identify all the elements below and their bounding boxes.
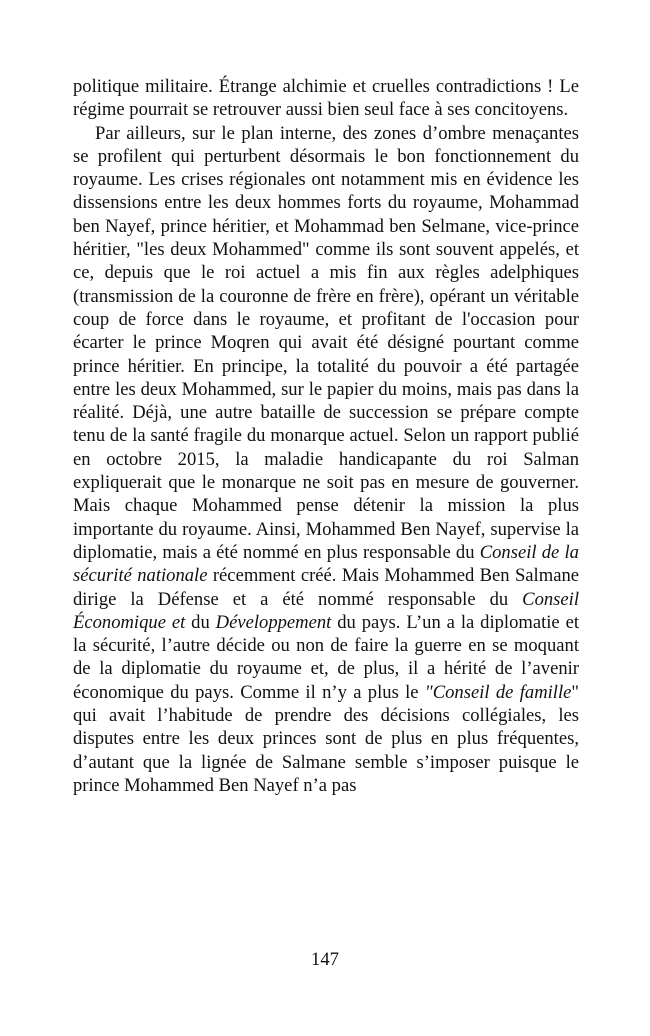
italic-run: Conseil de la sécurité nationale: [73, 541, 579, 587]
paragraph-1: [73, 75, 579, 122]
page-body: [73, 75, 579, 797]
italic-run: "Conseil de famille: [424, 681, 572, 703]
text-run: politique militaire. Étrange alchimie et cruelles contradictions ! Le régime pourrait se retrouver aussi bien seul face à ses concitoyens.: [73, 76, 579, 121]
text-run: du: [185, 611, 216, 633]
page-number: 147: [311, 949, 339, 970]
italic-run: Développement: [215, 611, 332, 633]
text-run: " qui avait l’habitude de prendre des décisions collégiales, les disputes entre les deux princes sont de plus en plus fréquentes, d’autant que la lignée de Salmane semble s’imposer puisque le prince Mohammed Ben Nayef n’a pas: [73, 681, 579, 796]
paragraph-2: [73, 122, 579, 798]
text-run: du pays. L’un a la diplomatie et la sécurité, l’autre décide ou non de faire la guerre en se moquant de la diplomatie du royaume et, de plus, il a hérité de l’avenir économique du pays. Comme il n’y a plus le: [73, 611, 579, 703]
text-run: récemment créé. Mais Mohammed Ben Salmane dirige la Défense et a été nommé responsable du: [73, 565, 579, 610]
italic-run: Conseil Économique et: [73, 588, 579, 633]
text-run: Par ailleurs, sur le plan interne, des zones d’ombre menaçantes se profilent qui perturbent désormais le bon fonctionnement du royaume. Les crises régionales ont notamment mis en évidence les dissensions entre les deux hommes forts du royaume, Mohammad ben Nayef, prince héritier, et Mohammad ben Selmane, vice-prince héritier, "les deux Mohammed" comme ils sont souvent appelés, et ce, depuis que le roi actuel a mis fin aux règles adelphiques (transmission de la couronne de frère en frère), opérant un véritable coup de force dans le royaume, et profitant de l'occasion pour écarter le prince Moqren qui avait été désigné pourtant comme prince héritier. En principe, la totalité du pouvoir a été partagée entre les deux Mohammed, sur le papier du moins, mais pas dans la réalité. Déjà, une autre bataille de succession se prépare compte tenu de la santé fragile du monarque actuel. Selon un rapport publié en octobre 2015, la maladie handicapante du roi Salman expliquerait que le monarque ne soit pas en mesure de gouverner. Mais chaque Mohammed pense détenir la mission la plus importante du royaume. Ainsi, Mohammed Ben Nayef, supervise la diplomatie, mais a été nommé en plus responsable du: [73, 122, 579, 563]
